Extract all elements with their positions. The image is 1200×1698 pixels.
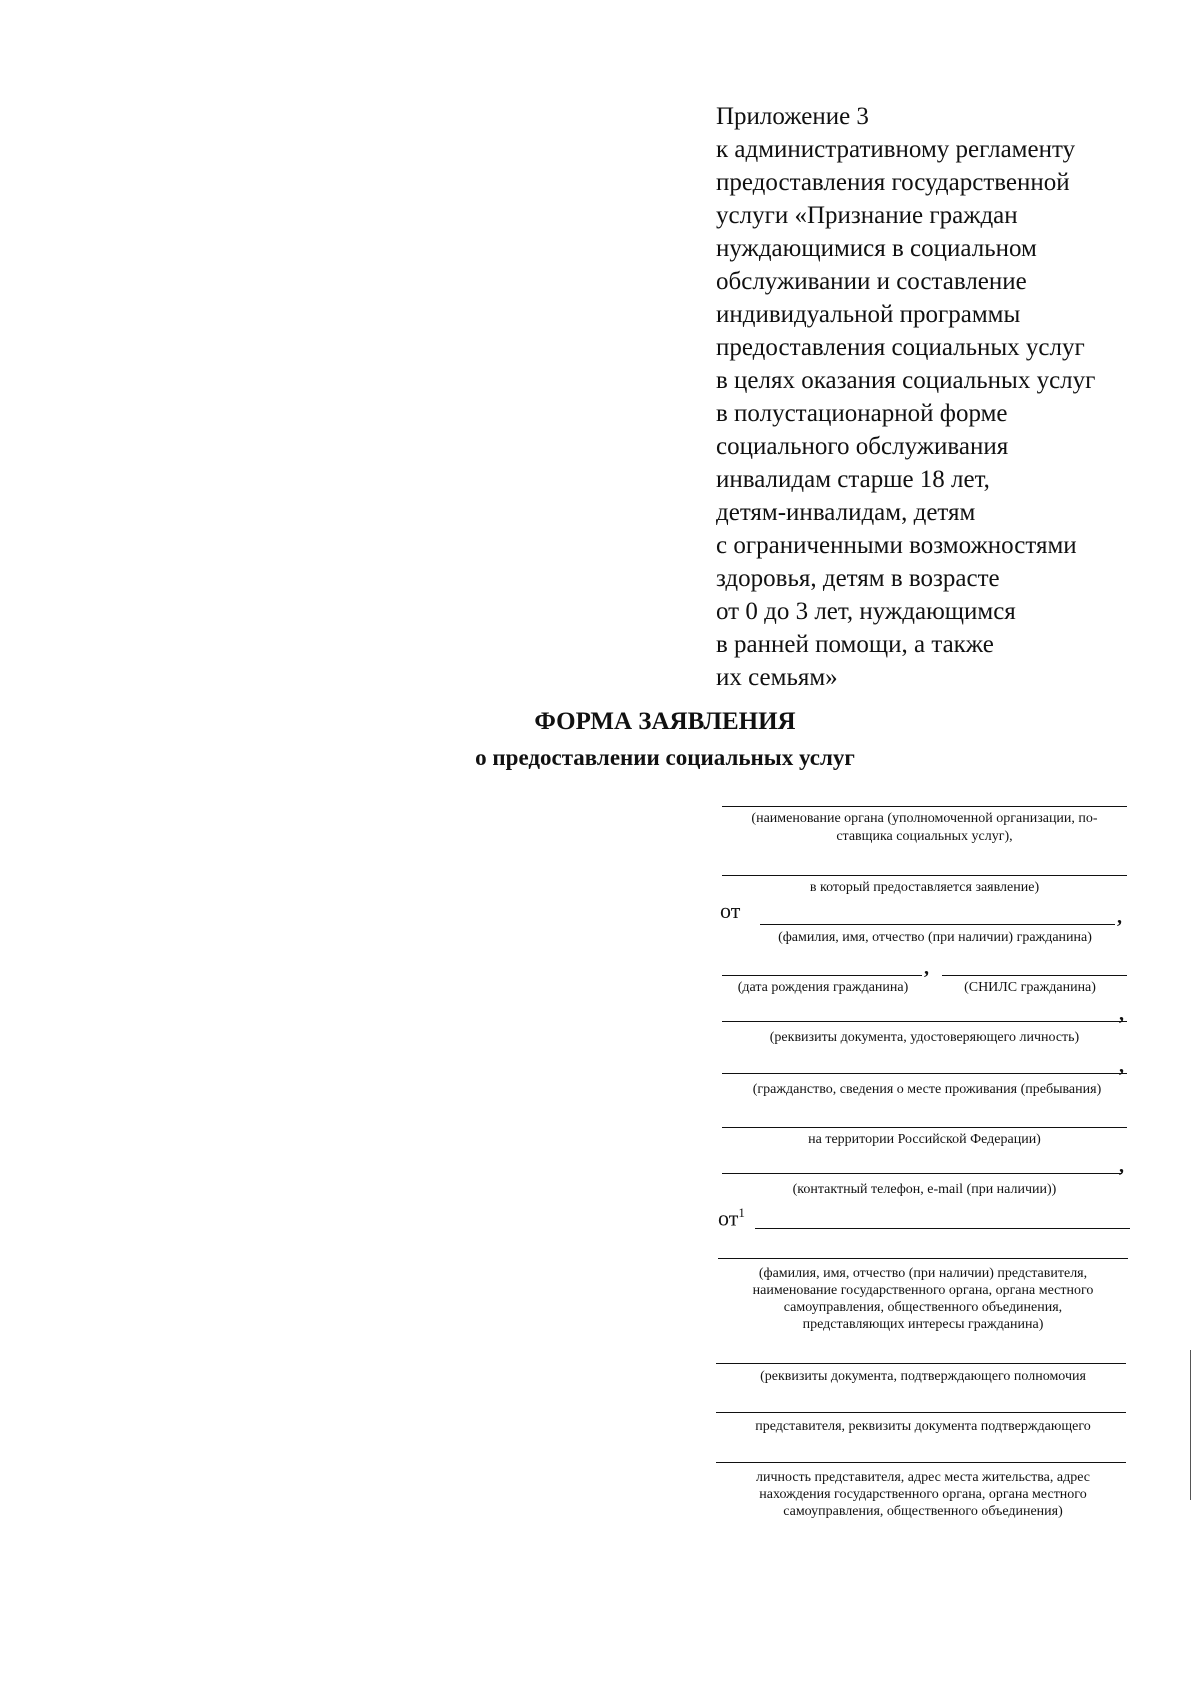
territory-field[interactable] bbox=[722, 1127, 1127, 1128]
appendix-line: к административному регламенту bbox=[716, 136, 1076, 163]
appendix-line: предоставления социальных услуг bbox=[716, 334, 1085, 361]
authority-doc-field-2[interactable] bbox=[716, 1412, 1126, 1413]
comma: , bbox=[1119, 1003, 1124, 1025]
from-rep-label bbox=[718, 1205, 745, 1231]
appendix-line: социального обслуживания bbox=[716, 433, 1009, 460]
caption-rep-2: наименование государственного органа, органа местного bbox=[752, 1283, 1094, 1298]
caption-id-doc: (реквизиты документа, удостоверяющего личность) bbox=[769, 1030, 1080, 1045]
caption-auth-3: личность представителя, адрес места жительства, адрес bbox=[755, 1470, 1090, 1485]
form-subtitle: о предоставлении социальных услуг bbox=[475, 745, 855, 770]
caption-org-1: (наименование органа (уполномоченной организации, по- bbox=[751, 811, 1098, 826]
footnote-mark: 1 bbox=[738, 1205, 745, 1220]
appendix-line: предоставления государственной bbox=[716, 169, 1070, 196]
appendix-line: с ограниченными возможностями bbox=[716, 532, 1077, 559]
caption-auth-1: (реквизиты документа, подтверждающего полномочия bbox=[760, 1369, 1086, 1384]
comma: , bbox=[924, 957, 929, 979]
appendix-line: индивидуальной программы bbox=[716, 301, 1021, 328]
authority-doc-field[interactable] bbox=[716, 1363, 1126, 1364]
caption-org-3: в который предоставляется заявление) bbox=[809, 880, 1040, 895]
caption-org-2: ставщика социальных услуг), bbox=[836, 829, 1013, 844]
caption-rep-3: самоуправления, общественного объединения, bbox=[783, 1300, 1063, 1315]
appendix-line: детям-инвалидам, детям bbox=[716, 499, 976, 526]
from-rep-text: от bbox=[718, 1205, 739, 1231]
appendix-line: от 0 до 3 лет, нуждающимся bbox=[716, 598, 1016, 625]
comma: , bbox=[1119, 1155, 1124, 1177]
snils-field[interactable] bbox=[942, 975, 1127, 976]
caption-citizenship: (гражданство, сведения о месте проживания (пребывания) bbox=[752, 1082, 1102, 1097]
scan-artifact-line bbox=[1190, 1350, 1191, 1500]
caption-fio: (фамилия, имя, отчество (при наличии) гражданина) bbox=[778, 930, 1092, 945]
caption-auth-2: представителя, реквизиты документа подтверждающего bbox=[755, 1419, 1091, 1434]
caption-contact: (контактный телефон, e-mail (при наличии)) bbox=[792, 1182, 1057, 1197]
appendix-header bbox=[716, 100, 1095, 694]
citizen-fio-field[interactable] bbox=[760, 924, 1115, 925]
caption-rep-1: (фамилия, имя, отчество (при наличии) представителя, bbox=[758, 1266, 1088, 1281]
comma: , bbox=[1119, 1055, 1124, 1077]
appendix-line: Приложение 3 bbox=[716, 103, 869, 130]
comma: , bbox=[1117, 906, 1122, 928]
id-document-field[interactable] bbox=[722, 1021, 1127, 1022]
birth-date-field[interactable] bbox=[722, 975, 922, 976]
caption-birth: (дата рождения гражданина) bbox=[737, 980, 909, 995]
appendix-line: здоровья, детям в возрасте bbox=[716, 565, 1000, 592]
caption-auth-4: нахождения государственного органа, органа местного bbox=[759, 1487, 1087, 1502]
citizenship-field[interactable] bbox=[722, 1073, 1127, 1074]
appendix-line: услуги «Признание граждан bbox=[716, 202, 1018, 229]
appendix-line: инвалидам старше 18 лет, bbox=[716, 466, 990, 493]
appendix-line: их семьям» bbox=[716, 664, 838, 691]
authority-doc-field-3[interactable] bbox=[716, 1462, 1126, 1463]
org-name-field[interactable] bbox=[722, 806, 1127, 807]
contact-field[interactable] bbox=[722, 1173, 1122, 1174]
caption-auth-5: самоуправления, общественного объединения) bbox=[783, 1504, 1063, 1519]
appendix-line: в ранней помощи, а также bbox=[716, 631, 994, 658]
appendix-line: обслуживании и составление bbox=[716, 268, 1027, 295]
form-title: ФОРМА ЗАЯВЛЕНИЯ bbox=[534, 708, 796, 735]
appendix-line: в целях оказания социальных услуг bbox=[716, 367, 1096, 394]
org-name-field-2[interactable] bbox=[722, 875, 1127, 876]
from-label: от bbox=[720, 898, 741, 923]
caption-snils: (СНИЛС гражданина) bbox=[964, 980, 1096, 995]
caption-rep-4: представляющих интересы гражданина) bbox=[802, 1317, 1044, 1332]
representative-field-2[interactable] bbox=[718, 1258, 1128, 1259]
appendix-line: в полустационарной форме bbox=[716, 400, 1008, 427]
caption-territory: на территории Российской Федерации) bbox=[808, 1132, 1041, 1147]
appendix-line: нуждающимися в социальном bbox=[716, 235, 1037, 262]
representative-field[interactable] bbox=[755, 1228, 1130, 1229]
